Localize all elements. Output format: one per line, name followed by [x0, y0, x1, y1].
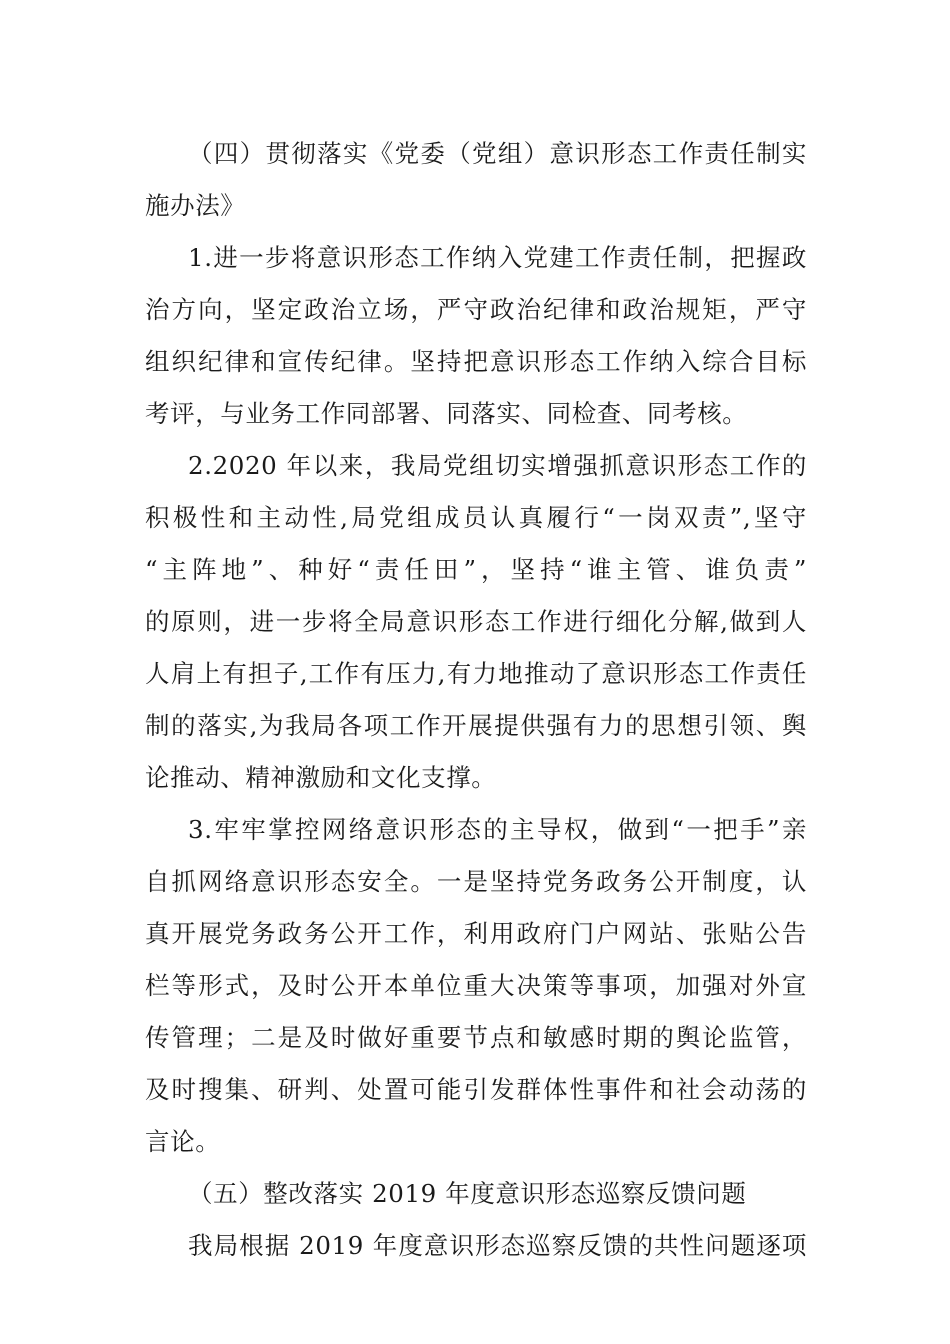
text-line: 言论。 [145, 1127, 221, 1156]
text-line: 真开展党务政务公开工作，利用政府门户网站、张贴公告 [145, 919, 807, 948]
text-line: 制的落实,为我局各项工作开展提供强有力的思想引领、舆 [145, 711, 807, 740]
text-line: 人肩上有担子,工作有压力,有力地推动了意识形态工作责任 [145, 659, 807, 688]
document-body [145, 128, 807, 1272]
text-line: 自抓网络意识形态安全。一是坚持党务政务公开制度，认 [145, 867, 807, 896]
text-line: “主阵地”、种好“责任田”，坚持“谁主管、谁负责” [145, 555, 807, 584]
section-four-heading [145, 128, 807, 232]
text-line: 1.进一步将意识形态工作纳入党建工作责任制，把握政 [188, 243, 807, 272]
item-2-paragraph [145, 440, 807, 804]
text-line: 3.牢牢掌控网络意识形态的主导权，做到“一把手”亲 [188, 815, 807, 844]
text-line: 治方向，坚定政治立场，严守政治纪律和政治规矩，严守 [145, 295, 807, 324]
text-line: 考评，与业务工作同部署、同落实、同检查、同考核。 [145, 399, 748, 428]
item-3-paragraph [145, 804, 807, 1168]
text-line: 的原则，进一步将全局意识形态工作进行细化分解,做到人 [145, 607, 807, 636]
text-line: 积极性和主动性,局党组成员认真履行“一岗双责”,坚守 [145, 503, 807, 532]
item-1-paragraph [145, 232, 807, 440]
text-line: 施办法》 [145, 191, 246, 220]
text-line: 传管理；二是及时做好重要节点和敏感时期的舆论监管， [145, 1023, 807, 1052]
text-line: 2.2020 年以来，我局党组切实增强抓意识形态工作的 [188, 451, 807, 480]
text-line: 及时搜集、研判、处置可能引发群体性事件和社会动荡的 [145, 1075, 807, 1104]
text-line: 栏等形式，及时公开本单位重大决策等事项，加强对外宣 [145, 971, 807, 1000]
text-line: 组织纪律和宣传纪律。坚持把意识形态工作纳入综合目标 [145, 347, 807, 376]
text-line: 我局根据 2019 年度意识形态巡察反馈的共性问题逐项 [188, 1231, 807, 1260]
text-line: （四）贯彻落实《党委（党组）意识形态工作责任制实 [188, 139, 807, 168]
text-line: （五）整改落实 2019 年度意识形态巡察反馈问题 [188, 1179, 747, 1208]
section-five-body [145, 1220, 807, 1272]
text-line: 论推动、精神激励和文化支撑。 [145, 763, 497, 792]
section-five-heading [145, 1168, 807, 1220]
